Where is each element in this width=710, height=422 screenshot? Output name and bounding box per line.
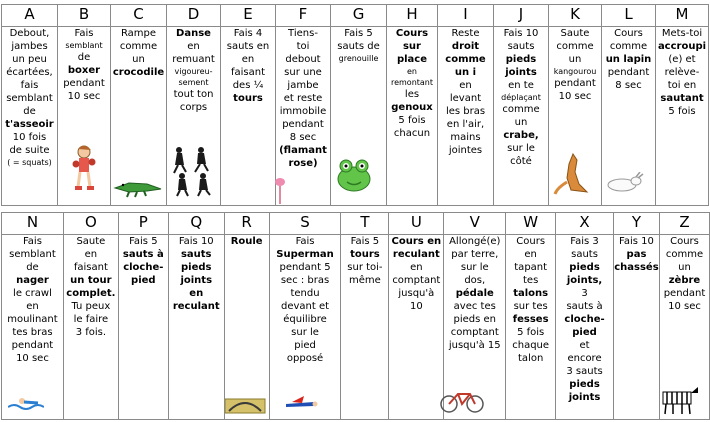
instruction-line: pendant [63,78,105,89]
instruction-a [2,27,58,206]
instruction-line: sur le [507,143,535,154]
instruction-line: de [77,52,91,63]
instruction-line: toi [296,41,310,52]
instruction-q [168,235,224,420]
instruction-line: en [410,262,423,273]
instruction-m [656,27,709,206]
instruction-line: pendant [11,340,54,351]
instruction-line: jusqu'à 15 [448,340,501,351]
instruction-line: sauts [507,41,535,52]
instruction-line: comme [665,249,704,260]
instruction-line: devant et [281,301,330,312]
zebra-illustration [657,384,701,416]
instruction-line: 5 fois [517,327,545,338]
instruction-line: faisant [73,262,108,273]
instruction-line: pendant [607,67,650,78]
instruction-line: tours [233,93,263,104]
instruction-line: crabe, [503,130,539,141]
instruction-line: en l'air, [446,119,485,130]
instruction-line: Mets-toi [661,28,703,39]
instruction-line: 10 [409,301,423,312]
instruction-line: les [404,89,420,100]
instruction-line: nager [16,275,49,286]
instruction-line: Fais [74,28,94,39]
instruction-line: Tiens- [288,28,318,39]
instruction-line: immobile [279,106,327,117]
instruction-line: t'asseoir [5,119,54,130]
instruction-w [506,235,556,420]
letter-y: Y [613,213,659,235]
instruction-line: et [579,340,590,351]
alphabet-table-bottom [1,212,710,420]
instruction-line: sauts de [337,41,380,52]
letter-e: E [221,5,276,27]
instruction-line: dos, [464,275,486,286]
instruction-j [494,27,549,206]
instruction-line: sur tes [513,301,548,312]
instruction-line: 10 sec [67,91,101,102]
instruction-line: Fais 10 [503,28,539,39]
instruction-n [2,235,64,420]
instruction-line: Allongé(e) [449,236,501,247]
instruction-line: sur [402,41,421,52]
instruction-line: de [26,262,39,273]
letter-row [2,5,709,27]
instruction-line: joints [505,67,537,78]
instruction-line: des ¼ [232,80,264,91]
instruction-line: Cours en [391,236,442,247]
instruction-line: sauts à [566,301,603,312]
letter-x: X [556,213,614,235]
letter-v: V [444,213,506,235]
instruction-line: Fais 10 [178,236,214,247]
instruction-line: sauts [180,249,212,260]
instruction-line: Fais 5 [129,236,158,247]
road-roll-illustration [225,397,267,415]
letter-w: W [506,213,556,235]
instruction-line: comme [609,41,648,52]
instruction-line: en [187,41,200,52]
instruction-line: un tour [70,275,112,286]
instruction-line: place [396,54,428,65]
instruction-line: semblant [6,93,53,104]
instruction-line: comme [119,41,158,52]
instruction-line: 10 fois [12,132,47,143]
instruction-line: tours [350,249,380,260]
instruction-line: moulinant [7,314,58,325]
instruction-t [341,235,389,420]
instruction-line: côté [510,156,532,167]
instruction-line: en [241,54,255,65]
instruction-line: un i [454,67,477,78]
instruction-e [221,27,276,206]
instruction-line: Reste [451,28,480,39]
instruction-line: remontant [390,78,434,87]
instruction-line: fesses [512,314,549,325]
instruction-line: comme [556,41,594,52]
instruction-line: comptant [392,275,441,286]
instruction-line: kangourou [553,67,597,76]
letter-b: B [58,5,111,27]
instruction-line: 10 sec [16,353,49,364]
instruction-line: Cours [670,236,699,247]
instruction-line: 3 [581,288,588,299]
instruction-line: tes [523,275,539,286]
instruction-line: pieds [181,262,212,273]
instruction-line: joints [568,392,601,403]
letter-t: T [341,213,389,235]
instruction-line: un [514,117,528,128]
instruction-line: Superman [276,249,334,260]
superman-illustration [284,394,318,414]
instruction-line: Saute [76,236,106,247]
letter-row [2,213,710,235]
instruction-line: semblant [65,41,103,50]
letter-c: C [111,5,167,27]
instruction-line: 3 fois. [75,327,107,338]
instruction-line: joints, [566,275,603,286]
instruction-line: un peu [12,54,47,65]
instruction-line: pied [572,327,597,338]
letter-q: Q [168,213,224,235]
instruction-line: et reste [283,93,323,104]
instruction-line: reculant [392,249,440,260]
instruction-line: équilibre [283,314,327,325]
instruction-line: tes bras [12,327,53,338]
instruction-line: un [568,54,582,65]
instruction-line: Fais 10 [619,236,654,247]
instruction-x [556,235,614,420]
letter-g: G [331,5,387,27]
instruction-line: sement [178,78,209,87]
instruction-line: Tu peux [71,301,111,312]
instruction-line: mains [450,132,481,143]
instruction-line: zèbre [668,275,701,286]
letter-h: H [387,5,438,27]
instruction-line: Debout, [9,28,50,39]
instruction-line: comme [445,54,486,65]
letter-j: J [494,5,549,27]
instruction-line: avec tes [453,301,496,312]
instruction-line: sautant [660,93,704,104]
instruction-line: sec : bras [280,275,330,286]
instruction-line: pieds [505,54,537,65]
instruction-line: chacun [393,128,431,139]
instruction-line: sur toi- [347,262,383,273]
instruction-line: remuant [172,54,215,65]
instruction-line: sur le [291,327,319,338]
instruction-line: droit [451,41,480,52]
instruction-line: écartées, [6,67,53,78]
letter-s: S [269,213,341,235]
rabbit-illustration [602,172,644,194]
instruction-line: Fais 4 [233,28,263,39]
instruction-line: tendu [290,288,320,299]
instruction-line: pendant 5 [279,262,331,273]
instruction-line: debout [285,54,321,65]
instruction-line: tout ton [173,89,214,100]
instruction-line: Fais 3 [570,236,599,247]
instruction-line: pendant [282,119,324,130]
instruction-line: semblant [9,249,56,260]
instruction-line: opposé [286,353,324,364]
instruction-line: un [678,262,691,273]
kangaroo-illustration [553,150,593,195]
instruction-line: 5 fois [668,106,696,117]
instruction-line: en [459,80,472,91]
letter-n: N [2,213,64,235]
instruction-line: toi en [667,80,697,91]
instruction-line: sur le [460,262,489,273]
instruction-i [438,27,494,206]
letter-p: P [118,213,168,235]
instruction-line: Roule [230,236,263,247]
instruction-line: talon [518,353,544,364]
instruction-line: les bras [445,106,486,117]
instruction-line: fais [20,80,39,91]
instruction-line: boxer [67,65,101,76]
frog-illustration [334,155,374,195]
instruction-line: faisant [230,67,266,78]
instruction-line: (e) et [668,54,696,65]
instruction-line: chassés [614,262,659,273]
instruction-line: tapant [514,262,548,273]
instruction-line: un lapin [605,54,652,65]
instruction-line: par terre, [451,249,499,260]
instruction-line: un [132,54,145,65]
instruction-line: (flamant [279,145,327,156]
instruction-line: genoux [391,102,433,113]
instruction-line: levant [449,93,482,104]
instruction-line: ( = squats) [7,158,52,167]
instruction-line: 8 sec [615,80,642,91]
instruction-line: Saute [560,28,590,39]
instruction-line: crocodile [112,67,165,78]
instruction-line: vigoureu- [174,67,213,76]
instruction-p [118,235,168,420]
letter-z: Z [659,213,709,235]
instruction-line: accroupi [657,41,707,52]
letter-r: R [224,213,269,235]
instruction-line: de suite [9,145,50,156]
instruction-line: Fais [295,236,315,247]
instruction-line: Cours [516,236,546,247]
instruction-line: le crawl [13,288,52,299]
letter-a: A [2,5,58,27]
instruction-y [613,235,659,420]
instruction-line: jambes [11,41,48,52]
instruction-line: complet. [66,288,116,299]
letter-f: F [276,5,331,27]
dancers-illustration [170,145,214,197]
instruction-line: Fais [22,236,42,247]
instruction-line: pieds [569,262,600,273]
instruction-line: 8 sec [289,132,317,143]
instruction-line: joints [180,275,213,286]
instruction-h [387,27,438,206]
instruction-line: cloche- [564,314,605,325]
instruction-line: Fais 5 [344,28,373,39]
instruction-line: grenouille [338,54,379,63]
instruction-o [63,235,118,420]
letter-k: K [549,5,602,27]
instruction-line: cloche- [123,262,164,273]
instruction-line: reculant [172,301,220,312]
instruction-line: sauts à [122,249,164,260]
instruction-line: pied [131,275,156,286]
instruction-line: sauts [571,249,598,260]
instruction-row [2,235,710,420]
letter-l: L [602,5,656,27]
instruction-line: le faire [73,314,109,325]
instruction-line: même [349,275,381,286]
boxer-girl-illustration [70,143,98,193]
instruction-line: de [23,106,36,117]
instruction-line: en [84,249,98,260]
instruction-line: comme [502,104,540,115]
instruction-line: talons [513,288,549,299]
crocodile-illustration [113,176,163,198]
instruction-line: pieds en [453,314,497,325]
instruction-s [269,235,341,420]
instruction-line: Danse [176,28,211,39]
instruction-line: relève- [664,67,700,78]
instruction-line: pendant [663,288,706,299]
letter-m: M [656,5,709,27]
instruction-line: pieds [569,379,600,390]
instruction-line: corps [179,102,208,113]
instruction-line: jointes [448,145,483,156]
instruction-line: sur une [284,67,322,78]
instruction-line: en [407,67,417,76]
instruction-line: jusqu'à [398,288,435,299]
instruction-line: 10 sec [668,301,701,312]
instruction-r [224,235,269,420]
flamingo-illustration [272,176,288,206]
instruction-line: déplaçant [501,93,541,102]
swimmer-illustration [8,395,44,411]
instruction-line: comptant [450,327,499,338]
instruction-line: Cours [614,28,643,39]
instruction-line: pas [626,249,647,260]
instruction-line: en [189,288,204,299]
instruction-line: encore [567,353,602,364]
instruction-u [389,235,444,420]
instruction-line: rose) [288,158,318,169]
letter-d: D [167,5,221,27]
instruction-line: sauts en [226,41,270,52]
instruction-line: 10 sec [558,91,592,102]
instruction-line: en [26,301,39,312]
instruction-line: chaque [512,340,550,351]
instruction-line: pédale [455,288,494,299]
instruction-line: Rampe [120,28,157,39]
instruction-line: en [524,249,537,260]
letter-o: O [63,213,118,235]
instruction-line: en te [508,80,534,91]
instruction-line: Fais 5 [350,236,380,247]
bicycle-illustration [440,386,484,414]
instruction-line: Cours [395,28,429,39]
letter-u: U [389,213,444,235]
instruction-line: 5 fois [398,115,426,126]
letter-i: I [438,5,494,27]
instruction-line: pendant [554,78,596,89]
instruction-line: pied [294,340,316,351]
instruction-line: jambe [287,80,319,91]
instruction-line: 3 sauts [566,366,603,377]
